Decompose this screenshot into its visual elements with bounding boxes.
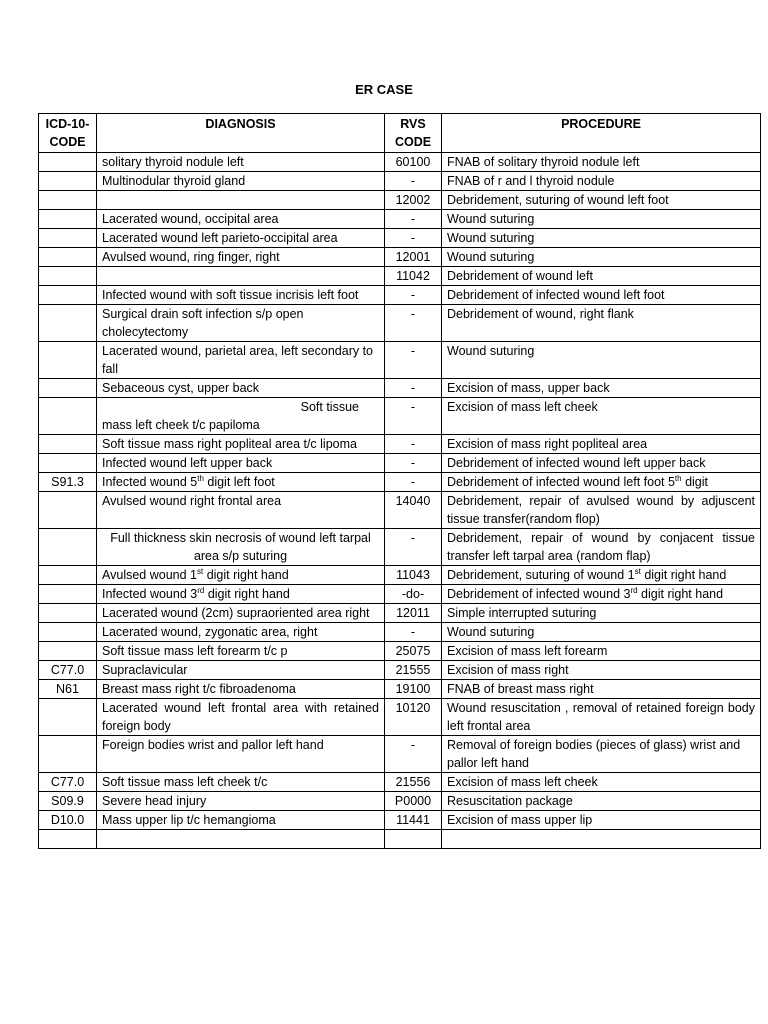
icd-code bbox=[39, 492, 97, 529]
diagnosis bbox=[97, 267, 385, 286]
ordinal-suffix: st bbox=[196, 566, 204, 576]
table-row bbox=[39, 680, 761, 699]
icd-code bbox=[39, 210, 97, 229]
icd-code bbox=[39, 342, 97, 379]
table-row bbox=[39, 286, 761, 305]
diagnosis: Avulsed wound right frontal area bbox=[97, 492, 385, 529]
diagnosis: Sebaceous cyst, upper back bbox=[97, 379, 385, 398]
rvs-code: 11441 bbox=[385, 811, 442, 830]
ordinal-suffix: st bbox=[634, 566, 641, 576]
table-row bbox=[39, 773, 761, 792]
table-row bbox=[39, 585, 761, 604]
icd-code bbox=[39, 248, 97, 267]
procedure: Removal of foreign bodies (pieces of glass) wrist and pallor left hand bbox=[442, 736, 761, 773]
icd-code bbox=[39, 454, 97, 473]
icd-code bbox=[39, 153, 97, 172]
diagnosis: Soft tissue mass left forearm t/c p bbox=[97, 642, 385, 661]
table-row bbox=[39, 792, 761, 811]
table-row bbox=[39, 153, 761, 172]
procedure: Debridement of infected wound left foot bbox=[442, 286, 761, 305]
icd-code bbox=[39, 379, 97, 398]
icd-code bbox=[39, 736, 97, 773]
table-row bbox=[39, 435, 761, 454]
table-row bbox=[39, 473, 761, 492]
icd-code bbox=[39, 699, 97, 736]
empty-cell bbox=[97, 830, 385, 849]
procedure-text: Debridement of infected wound left foot 5 bbox=[447, 475, 675, 489]
table-row bbox=[39, 492, 761, 529]
diagnosis: Breast mass right t/c fibroadenoma bbox=[97, 680, 385, 699]
table-row bbox=[39, 210, 761, 229]
procedure: Wound suturing bbox=[442, 623, 761, 642]
table-row bbox=[39, 529, 761, 566]
procedure: Wound suturing bbox=[442, 210, 761, 229]
rvs-code: - bbox=[385, 305, 442, 342]
procedure: Wound suturing bbox=[442, 248, 761, 267]
table-row bbox=[39, 342, 761, 379]
diagnosis: Lacerated wound, parietal area, left secondary to fall bbox=[97, 342, 385, 379]
ordinal-suffix: th bbox=[674, 473, 682, 483]
table-row bbox=[39, 398, 761, 435]
empty-cell bbox=[385, 830, 442, 849]
table-row bbox=[39, 454, 761, 473]
icd-code bbox=[39, 566, 97, 585]
ordinal-suffix: rd bbox=[197, 585, 205, 595]
procedure-text: digit bbox=[681, 475, 708, 489]
rvs-code: - bbox=[385, 473, 442, 492]
rvs-code: - bbox=[385, 286, 442, 305]
er-case-table bbox=[38, 113, 761, 849]
procedure-text: digit right hand bbox=[640, 568, 727, 582]
procedure bbox=[442, 566, 761, 585]
diagnosis: Foreign bodies wrist and pallor left hand bbox=[97, 736, 385, 773]
diagnosis-text: Infected wound 3 bbox=[102, 587, 198, 601]
table-row bbox=[39, 305, 761, 342]
diagnosis-text: digit right hand bbox=[204, 587, 290, 601]
table-row bbox=[39, 661, 761, 680]
rvs-code: - bbox=[385, 342, 442, 379]
procedure: Wound suturing bbox=[442, 342, 761, 379]
table-row bbox=[39, 604, 761, 623]
rvs-code: -do- bbox=[385, 585, 442, 604]
procedure: FNAB of solitary thyroid nodule left bbox=[442, 153, 761, 172]
diagnosis-text: digit left foot bbox=[203, 475, 275, 489]
diagnosis: Infected wound with soft tissue incrisis left foot bbox=[97, 286, 385, 305]
diagnosis: Surgical drain soft infection s/p open cholecytectomy bbox=[97, 305, 385, 342]
table-row-empty bbox=[39, 830, 761, 849]
table-row bbox=[39, 811, 761, 830]
diagnosis bbox=[97, 191, 385, 210]
diagnosis: Soft tissue mass right popliteal area t/c lipoma bbox=[97, 435, 385, 454]
procedure: Debridement, repair of wound by conjacent tissue transfer left tarpal area (random flap) bbox=[442, 529, 761, 566]
header-procedure: PROCEDURE bbox=[442, 114, 761, 153]
icd-code bbox=[39, 604, 97, 623]
icd-code bbox=[39, 191, 97, 210]
procedure: Debridement, repair of avulsed wound by adjuscent tissue transfer(random flop) bbox=[442, 492, 761, 529]
diagnosis: Lacerated wound, zygonatic area, right bbox=[97, 623, 385, 642]
rvs-code: 25075 bbox=[385, 642, 442, 661]
icd-code bbox=[39, 585, 97, 604]
table-row bbox=[39, 379, 761, 398]
rvs-code: 21555 bbox=[385, 661, 442, 680]
diagnosis: Lacerated wound left frontal area with retained foreign body bbox=[97, 699, 385, 736]
procedure: Debridement of wound left bbox=[442, 267, 761, 286]
ordinal-suffix: th bbox=[197, 473, 204, 483]
diagnosis: Severe head injury bbox=[97, 792, 385, 811]
rvs-code: - bbox=[385, 736, 442, 773]
diagnosis bbox=[97, 398, 385, 435]
rvs-code: - bbox=[385, 529, 442, 566]
procedure: Excision of mass right popliteal area bbox=[442, 435, 761, 454]
icd-code bbox=[39, 229, 97, 248]
icd-code bbox=[39, 305, 97, 342]
rvs-code: - bbox=[385, 379, 442, 398]
rvs-code: 12011 bbox=[385, 604, 442, 623]
procedure: Wound resuscitation , removal of retained foreign body left frontal area bbox=[442, 699, 761, 736]
diagnosis: Infected wound left upper back bbox=[97, 454, 385, 473]
page-title: ER CASE bbox=[355, 82, 413, 97]
rvs-code: - bbox=[385, 210, 442, 229]
table-row bbox=[39, 191, 761, 210]
rvs-code: 12002 bbox=[385, 191, 442, 210]
procedure-text: Debridement, suturing of wound 1 bbox=[447, 568, 635, 582]
diagnosis bbox=[97, 566, 385, 585]
table-row bbox=[39, 267, 761, 286]
procedure bbox=[442, 585, 761, 604]
procedure: Excision of mass, upper back bbox=[442, 379, 761, 398]
diagnosis: Lacerated wound, occipital area bbox=[97, 210, 385, 229]
rvs-code: 10120 bbox=[385, 699, 442, 736]
diagnosis: Full thickness skin necrosis of wound left tarpal area s/p suturing bbox=[97, 529, 385, 566]
diagnosis-text: Avulsed wound 1 bbox=[102, 568, 197, 582]
procedure: Excision of mass left forearm bbox=[442, 642, 761, 661]
table-row bbox=[39, 642, 761, 661]
icd-code bbox=[39, 435, 97, 454]
rvs-code: 12001 bbox=[385, 248, 442, 267]
procedure: Excision of mass left cheek bbox=[442, 398, 761, 435]
icd-code bbox=[39, 286, 97, 305]
table-row bbox=[39, 623, 761, 642]
icd-code bbox=[39, 529, 97, 566]
procedure: Excision of mass upper lip bbox=[442, 811, 761, 830]
rvs-code: 21556 bbox=[385, 773, 442, 792]
empty-cell bbox=[39, 830, 97, 849]
header-diagnosis: DIAGNOSIS bbox=[97, 114, 385, 153]
procedure: Wound suturing bbox=[442, 229, 761, 248]
diagnosis: solitary thyroid nodule left bbox=[97, 153, 385, 172]
diagnosis: Avulsed wound, ring finger, right bbox=[97, 248, 385, 267]
rvs-code: - bbox=[385, 398, 442, 435]
rvs-code: - bbox=[385, 623, 442, 642]
diagnosis: Soft tissue mass left cheek t/c bbox=[97, 773, 385, 792]
rvs-code: - bbox=[385, 229, 442, 248]
header-icd-code: ICD-10- CODE bbox=[39, 114, 97, 153]
rvs-code: - bbox=[385, 435, 442, 454]
icd-code: D10.0 bbox=[39, 811, 97, 830]
icd-code bbox=[39, 623, 97, 642]
rvs-code: 14040 bbox=[385, 492, 442, 529]
header-rvs-code: RVS CODE bbox=[385, 114, 442, 153]
rvs-code: - bbox=[385, 172, 442, 191]
icd-code: S09.9 bbox=[39, 792, 97, 811]
diagnosis-text: digit right hand bbox=[203, 568, 289, 582]
empty-cell bbox=[442, 830, 761, 849]
procedure: Excision of mass right bbox=[442, 661, 761, 680]
rvs-code: P0000 bbox=[385, 792, 442, 811]
rvs-code: - bbox=[385, 454, 442, 473]
diagnosis-lead: Soft tissue bbox=[300, 400, 359, 414]
icd-code bbox=[39, 172, 97, 191]
ordinal-suffix: rd bbox=[630, 585, 638, 595]
icd-code: C77.0 bbox=[39, 661, 97, 680]
table-row bbox=[39, 248, 761, 267]
table-row bbox=[39, 566, 761, 585]
table-row bbox=[39, 229, 761, 248]
icd-code: S91.3 bbox=[39, 473, 97, 492]
icd-code bbox=[39, 398, 97, 435]
procedure: Excision of mass left cheek bbox=[442, 773, 761, 792]
table-header-row bbox=[39, 114, 761, 153]
procedure: Simple interrupted suturing bbox=[442, 604, 761, 623]
icd-code bbox=[39, 267, 97, 286]
diagnosis-text: Infected wound 5 bbox=[102, 475, 198, 489]
procedure: Debridement, suturing of wound left foot bbox=[442, 191, 761, 210]
diagnosis bbox=[97, 473, 385, 492]
rvs-code: 19100 bbox=[385, 680, 442, 699]
diagnosis: Multinodular thyroid gland bbox=[97, 172, 385, 191]
diagnosis: Lacerated wound (2cm) supraoriented area right bbox=[97, 604, 385, 623]
table-row bbox=[39, 699, 761, 736]
procedure: FNAB of r and l thyroid nodule bbox=[442, 172, 761, 191]
diagnosis: Supraclavicular bbox=[97, 661, 385, 680]
table-row bbox=[39, 736, 761, 773]
rvs-code: 11042 bbox=[385, 267, 442, 286]
procedure: Debridement of wound, right flank bbox=[442, 305, 761, 342]
diagnosis-rest: mass left cheek t/c papiloma bbox=[102, 418, 260, 432]
table-row bbox=[39, 172, 761, 191]
procedure-text: Debridement of infected wound 3 bbox=[447, 587, 631, 601]
rvs-code: 60100 bbox=[385, 153, 442, 172]
procedure-text: digit right hand bbox=[637, 587, 724, 601]
diagnosis bbox=[97, 585, 385, 604]
diagnosis: Lacerated wound left parieto-occipital area bbox=[97, 229, 385, 248]
procedure: FNAB of breast mass right bbox=[442, 680, 761, 699]
icd-code: N61 bbox=[39, 680, 97, 699]
icd-code bbox=[39, 642, 97, 661]
procedure: Debridement of infected wound left upper back bbox=[442, 454, 761, 473]
procedure bbox=[442, 473, 761, 492]
rvs-code: 11043 bbox=[385, 566, 442, 585]
procedure: Resuscitation package bbox=[442, 792, 761, 811]
icd-code: C77.0 bbox=[39, 773, 97, 792]
diagnosis: Mass upper lip t/c hemangioma bbox=[97, 811, 385, 830]
